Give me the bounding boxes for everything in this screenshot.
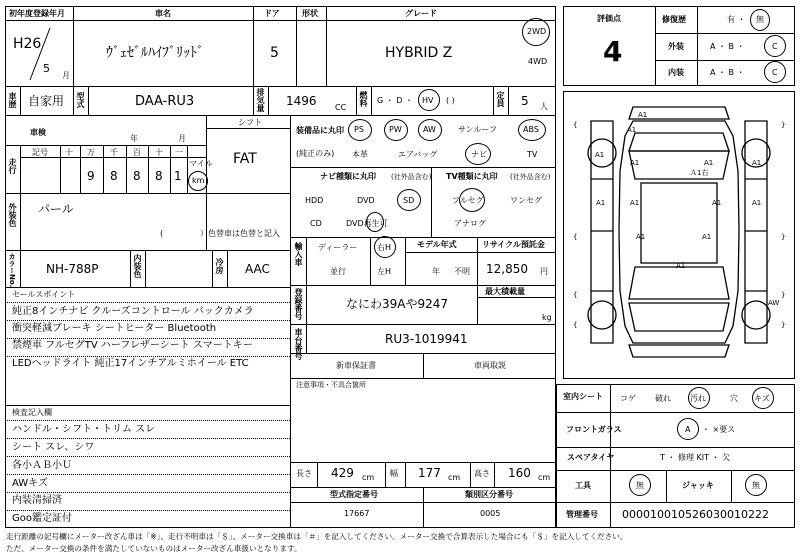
repair-label: 修復歴 [662, 15, 686, 24]
navi-type-sub: (社外品含む) [391, 173, 432, 181]
color-no-value: NH-788P [46, 262, 99, 276]
eq-sunroof: サンルーフ [458, 125, 497, 134]
reg-no-label: 登録番号 [294, 288, 303, 320]
navi-sd: SD [403, 196, 415, 205]
odo-digit-4: 8 [155, 169, 163, 183]
car-diagram [563, 91, 795, 379]
exterior-opts: A ・ B ・ [710, 42, 745, 51]
svg-text:}: } [781, 121, 786, 129]
equipment-label: 装備品に丸印 [296, 126, 344, 135]
interior-c: C [772, 68, 778, 77]
footer-line-1: 走行距離の記号欄にメーター改ざん車は「※」、走行不明車は「＄」、メーター交換車は「＃」を記入してください。メーター交換で合算表示した場合にも「＄」を記入してください。 [6, 532, 628, 541]
eq-pw: PW [389, 125, 402, 134]
fuel-other: ( ) [446, 96, 455, 105]
diagram-mark-13: A1 [676, 262, 686, 270]
import-dealer: ディーラー [318, 243, 358, 252]
cc-unit: CC [335, 103, 347, 112]
length-unit: cm [362, 473, 375, 482]
handle-right: 右H [377, 243, 392, 252]
diagram-mark-10: A1 [752, 159, 762, 167]
seat-tear: 破れ [655, 394, 671, 403]
jack-value: 無 [752, 481, 760, 490]
svg-text:}: } [781, 233, 786, 241]
grade-value: HYBRID Z [385, 45, 453, 61]
door-header: ドア [264, 9, 280, 18]
capacity-label: 定員 [496, 91, 505, 107]
diagram-mark-3: A1 [595, 151, 605, 159]
inspector-note-5: 内装清掃済 [12, 495, 62, 506]
seat-burn: コゲ [620, 394, 636, 403]
mgmt-no: 000010010526030010222 [622, 508, 769, 521]
capacity-unit: 人 [540, 102, 548, 111]
svg-text:{: { [573, 121, 578, 129]
usage-label: 車歴 [8, 92, 17, 108]
eq-aw: AW [423, 125, 436, 134]
month-unit: 月 [62, 71, 70, 80]
height-label: 高さ [474, 469, 490, 478]
mile-label: マイル [189, 159, 213, 168]
manual-label: 車両取説 [474, 361, 506, 370]
odo-header-6: 一 [175, 148, 183, 157]
notice-label: 注意事項・不具合箇所 [296, 381, 366, 389]
inspector-note-1: ハンドル・シフト・トリム スレ [12, 424, 156, 435]
jack-label: ジャッキ [682, 481, 714, 490]
diagram-mark-8: A1 [704, 159, 714, 167]
diagram-mark-12: A1 [702, 233, 712, 241]
glass-a: A [685, 425, 691, 434]
tv-fullseg: フルセグ [452, 196, 484, 205]
seat-hole: 穴 [730, 394, 738, 403]
recycle-label: リサイクル預託金 [482, 240, 545, 249]
interior-label: 内装 [668, 68, 684, 77]
inspector-note-2: シート スレ、シワ [12, 442, 95, 453]
score-label: 評価点 [597, 14, 621, 23]
exterior-c: C [772, 42, 778, 51]
model-label: 型式 [76, 92, 85, 108]
odo-header-2: 万 [87, 148, 95, 157]
diagram-mark-14: AW [768, 299, 780, 307]
first-registration-header: 初年度登録年月 [9, 9, 65, 18]
shift-value: FAT [233, 151, 257, 167]
eq-leather: 本革 [352, 150, 368, 159]
model-year-unit: 年 [432, 267, 440, 276]
navi-hdd: HDD [305, 196, 324, 205]
height-value: 160 [508, 466, 531, 480]
sales-point-3: 禁煙車 フルセグTV ハーフレザーシート スマートキー [12, 340, 253, 351]
inspection-month-unit: 月 [178, 134, 186, 143]
length-label: 長さ [296, 469, 312, 478]
diagram-mark-2: A1 [627, 126, 637, 134]
door-count: 5 [270, 45, 279, 61]
type-no-value: 17667 [344, 509, 370, 518]
repair-opts: 有 ・ [727, 15, 746, 24]
inspector-note-6: Goo鑑定証付 [12, 513, 72, 524]
seat-label: 室内シート [563, 392, 603, 401]
odo-digit-3: 8 [133, 169, 141, 183]
drive-2wd: 2WD [527, 27, 547, 36]
color-value: パール [38, 202, 74, 216]
svg-text:{: { [573, 291, 578, 299]
svg-text:{: { [573, 233, 578, 241]
recycle-value: 12,850 [486, 262, 528, 276]
inspector-note-3: 各小ＡＢ小Ｕ [12, 460, 72, 471]
eq-airbag: エアバッグ [398, 150, 438, 159]
fuel-options: G ・ D ・ [377, 96, 413, 105]
max-load-label: 最大積載量 [485, 287, 525, 296]
footer-line-2: ただ、メーター交換の条件を満たしていないものはメーター改ざん車扱いとなります。 [6, 544, 302, 553]
displacement-label: 排気量 [256, 88, 265, 112]
navi-dvd: DVD [357, 196, 375, 205]
handle-left: 左H [377, 267, 392, 276]
color-paren: ( [160, 229, 164, 238]
length-value: 429 [331, 466, 354, 480]
spare-label: スペアタイヤ [567, 453, 615, 462]
odo-header-1: 十 [65, 148, 73, 157]
tv-type-label: TV種類に丸印 [446, 172, 498, 181]
odo-header-3: 千 [110, 148, 118, 157]
displacement-value: 1496 [286, 94, 317, 108]
eq-abs: ABS [523, 125, 539, 134]
diagram-note: Ａ1右 [690, 169, 709, 177]
diagram-mark-7: A1 [636, 233, 646, 241]
navi-type-label: ナビ種類に丸印 [320, 172, 376, 181]
ac-label: 冷房 [215, 258, 224, 274]
tv-analog: アナログ [454, 219, 486, 228]
eq-tv: TV [527, 150, 538, 159]
chassis-label: 車台番号 [294, 328, 303, 360]
svg-text:{: { [573, 321, 578, 329]
width-label: 幅 [390, 469, 398, 478]
width-value: 177 [418, 466, 441, 480]
odo-digit-5: 1 [174, 169, 182, 183]
svg-text:}: } [781, 321, 786, 329]
diagram-mark-4: A1 [596, 199, 606, 207]
height-unit: cm [538, 473, 551, 482]
seat-stain: 汚れ [690, 394, 706, 403]
interior-opts: A ・ B ・ [710, 68, 745, 77]
shift-label: シフト [238, 118, 262, 127]
fuel-label: 燃料 [359, 91, 368, 107]
usage-value: 自家用 [28, 94, 65, 108]
glass-rest: ・ ×要ス [702, 425, 736, 434]
color-no-label: カラーNo. [8, 253, 16, 288]
fuel-hv: HV [422, 96, 434, 105]
capacity-value: 5 [521, 94, 529, 108]
sales-point-2: 衝突軽減ブレーキ シートヒーター Bluetooth [12, 323, 217, 334]
tv-type-sub: (社外品含む) [510, 173, 551, 181]
warranty-label: 新車保証書 [336, 361, 376, 370]
width-unit: cm [448, 473, 461, 482]
recycle-unit: 円 [540, 267, 548, 276]
import-label: 輸入車 [294, 242, 303, 266]
chassis-value: RU3-1019941 [385, 332, 468, 346]
color-note: ）色替車は色替と記入 [200, 229, 280, 238]
repair-none: 無 [756, 15, 764, 24]
svg-text:}: } [781, 291, 786, 299]
reg-no-value: なにわ39Aや9247 [346, 297, 449, 311]
odo-digit-2: 8 [110, 169, 118, 183]
model-year-value: 不明 [454, 267, 470, 276]
class-no-label: 類別区分番号 [465, 490, 513, 499]
color-label: 外装色 [8, 203, 17, 227]
diagram-mark-1: A1 [638, 111, 648, 119]
sales-points-label: セールスポイント [12, 290, 76, 299]
inspection-label: 車検 [30, 128, 46, 137]
diagram-mark-11: A1 [752, 199, 762, 207]
model-year-label: モデル年式 [417, 240, 457, 249]
diagram-mark-9: A1 [712, 199, 722, 207]
inspection-year-unit: 年 [130, 134, 138, 143]
drive-4wd: 4WD [528, 57, 548, 66]
type-no-label: 型式指定番号 [330, 490, 378, 499]
exterior-label: 外装 [668, 42, 684, 51]
navi-cd: CD [310, 219, 322, 228]
diagram-mark-5: A1 [630, 159, 640, 167]
odo-digit-1: 9 [87, 169, 95, 183]
odo-header-5: 十 [155, 148, 163, 157]
mgmt-label: 管理番号 [566, 510, 598, 519]
sales-point-1: 純正8インチナビ クルーズコントロール バックカメラ [12, 306, 254, 317]
car-name-header: 車名 [155, 9, 171, 18]
max-load-unit: kg [542, 313, 552, 322]
spare-opts: T ・ 修理 KIT ・ 欠 [660, 453, 731, 462]
equipment-sub: (純正のみ) [296, 149, 335, 158]
shape-header: 形状 [302, 9, 318, 18]
odo-header-4: 百 [133, 148, 141, 157]
score-value: 4 [603, 35, 623, 68]
tools-value: 無 [636, 481, 644, 490]
grade-header: グレード [405, 9, 437, 18]
first-registration-month: 5 [43, 62, 50, 75]
glass-label: フロントガラス [566, 425, 622, 434]
sales-point-4: LEDヘッドライト 純正17インチアルミホイール ETC [12, 358, 249, 369]
km-label: km [192, 176, 205, 185]
class-no-value: 0005 [480, 509, 501, 518]
navi-dvd-play: DVD再生可 [346, 219, 388, 228]
seat-scratch: キズ [754, 394, 770, 403]
eq-navi: ナビ [471, 150, 487, 159]
inspector-note-4: AWキズ [12, 478, 48, 489]
eq-ps: PS [354, 125, 364, 134]
import-parallel: 並行 [330, 267, 346, 276]
inspector-notes-label: 検査記入欄 [12, 408, 52, 417]
tv-oneseg: ワンセグ [510, 196, 542, 205]
first-registration-year: H26 [13, 36, 42, 52]
mileage-label: 走行 [8, 158, 17, 174]
ac-value: AAC [245, 262, 270, 276]
interior-color-label: 内装色 [133, 254, 142, 278]
model-value: DAA-RU3 [135, 94, 195, 109]
odo-header-0: 記号 [32, 148, 48, 157]
car-name: ｳﾞｪｾﾞﾙﾊｲﾌﾞﾘｯﾄﾞ [106, 45, 204, 61]
diagram-mark-6: A1 [630, 199, 640, 207]
tools-label: 工具 [575, 481, 591, 490]
